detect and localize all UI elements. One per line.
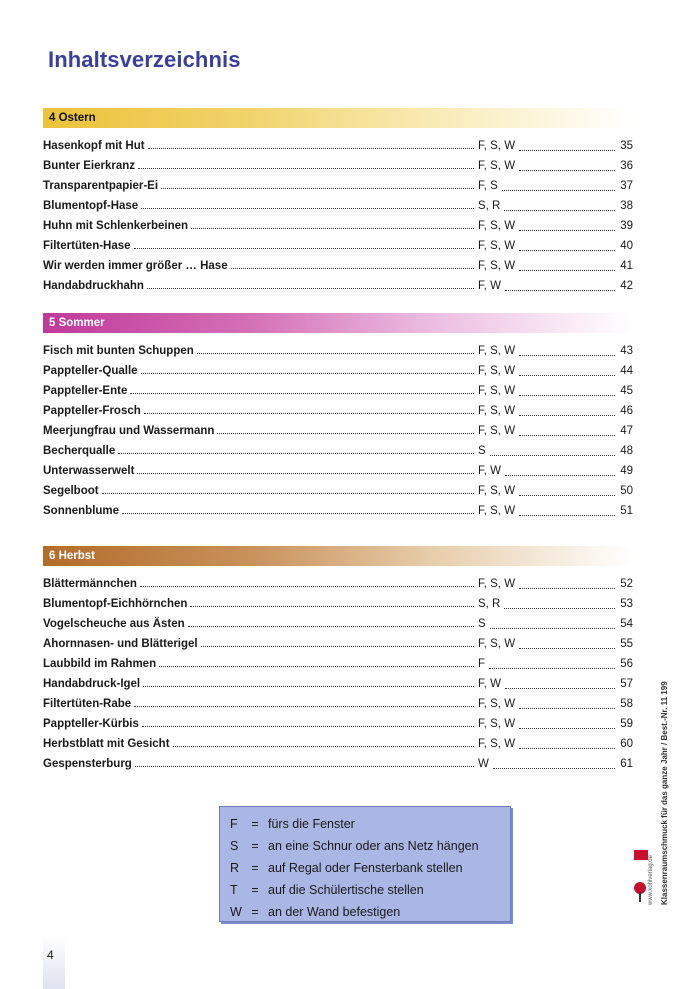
dot-leader (143, 674, 474, 687)
toc-entry (43, 341, 633, 361)
entry-code: F, S, W (478, 578, 516, 590)
section-herbst (43, 546, 633, 774)
toc-entry (43, 276, 633, 296)
title-leader-group (43, 276, 476, 296)
entry-code: F, S, W (478, 385, 516, 397)
toc-entry (43, 674, 633, 694)
dot-leader (188, 614, 474, 627)
toc-entries (43, 341, 633, 521)
entry-page: 61 (620, 758, 633, 770)
entry-title: Hasenkopf mit Hut (43, 136, 148, 156)
entry-title: Segelboot (43, 481, 102, 501)
entry-code: F, S, W (478, 718, 516, 730)
dot-leader (118, 441, 474, 454)
section-heading: 6 Herbst (43, 546, 633, 566)
entry-title: Pappteller-Ente (43, 381, 130, 401)
entry-code: S (478, 618, 486, 630)
dot-leader (519, 501, 615, 516)
publisher-url[interactable]: www.kohlverlag.de (648, 854, 654, 905)
toc-entry (43, 156, 633, 176)
legend-key: W (230, 905, 242, 919)
entry-page: 47 (620, 425, 633, 437)
legend-row (230, 879, 510, 901)
entry-code: F, S, W (478, 345, 516, 357)
entry-title: Blumentopf-Hase (43, 196, 141, 216)
entry-title: Filtertüten-Rabe (43, 694, 134, 714)
toc-entry (43, 734, 633, 754)
legend-description: auf die Schülertische stellen (268, 883, 424, 897)
entry-title: Vogelscheuche aus Ästen (43, 614, 188, 634)
dot-leader (134, 694, 474, 707)
entry-page: 50 (620, 485, 633, 497)
entry-title: Fisch mit bunten Schuppen (43, 341, 197, 361)
legend-description: fürs die Fenster (268, 817, 355, 831)
dot-leader (519, 421, 615, 436)
dot-leader (141, 196, 474, 209)
legend-key: R (230, 861, 240, 875)
entry-code: F, S, W (478, 260, 516, 272)
entry-code: F, S, W (478, 425, 516, 437)
dot-leader (519, 156, 615, 171)
dot-leader (134, 236, 474, 249)
section-heading: 4 Ostern (43, 108, 633, 128)
toc-entry (43, 694, 633, 714)
title-leader-group (43, 196, 476, 216)
dot-leader (519, 216, 615, 231)
entry-code: S (478, 445, 486, 457)
entry-page: 38 (620, 200, 633, 212)
entry-title: Transparentpapier-Ei (43, 176, 161, 196)
entry-title: Laubbild im Rahmen (43, 654, 159, 674)
toc-entry (43, 256, 633, 276)
title-leader-group (43, 216, 476, 236)
section-ostern (43, 108, 633, 296)
title-leader-group (43, 594, 476, 614)
entry-code: F, W (478, 280, 501, 292)
entry-code: F, S, W (478, 220, 516, 232)
dot-leader (144, 401, 474, 414)
toc-entry (43, 461, 633, 481)
entry-code: F, S, W (478, 160, 516, 172)
entry-title: Pappteller-Frosch (43, 401, 144, 421)
dot-leader (519, 401, 615, 416)
title-leader-group (43, 381, 476, 401)
entry-page: 44 (620, 365, 633, 377)
legend-equals: = (251, 861, 259, 875)
toc-entry (43, 176, 633, 196)
dot-leader (137, 461, 474, 474)
dot-leader (504, 196, 615, 211)
entry-title: Meerjungfrau und Wassermann (43, 421, 217, 441)
title-leader-group (43, 614, 476, 634)
title-leader-group (43, 236, 476, 256)
dot-leader (141, 361, 474, 374)
dot-leader (122, 501, 474, 514)
entry-title: Sonnenblume (43, 501, 122, 521)
section-heading: 5 Sommer (43, 313, 633, 333)
dot-leader (190, 594, 474, 607)
title-leader-group (43, 481, 476, 501)
footer-band (43, 935, 65, 989)
toc-entry (43, 216, 633, 236)
dot-leader (217, 421, 474, 434)
title-leader-group (43, 714, 476, 734)
dot-leader (505, 674, 615, 689)
dot-leader (231, 256, 474, 269)
toc-entry (43, 714, 633, 734)
dot-leader (505, 461, 615, 476)
dot-leader (502, 176, 615, 191)
entry-page: 45 (620, 385, 633, 397)
entry-page: 37 (620, 180, 633, 192)
dot-leader (519, 574, 615, 589)
entry-page: 58 (620, 698, 633, 710)
dot-leader (197, 341, 474, 354)
dot-leader (519, 714, 615, 729)
entry-code: F, S, W (478, 240, 516, 252)
dot-leader (159, 654, 474, 667)
dot-leader (147, 276, 474, 289)
entry-code: F, S, W (478, 638, 516, 650)
toc-entry (43, 196, 633, 216)
toc-entry (43, 401, 633, 421)
toc-entry (43, 501, 633, 521)
entry-title: Blättermännchen (43, 574, 140, 594)
legend-description: auf Regal oder Fensterbank stellen (268, 861, 463, 875)
dot-leader (519, 694, 615, 709)
dot-leader (201, 634, 474, 647)
series-info: Klassenraumschmuck für das ganze Jahr / Best.-Nr. 11 199 (660, 681, 669, 905)
dot-leader (138, 156, 474, 169)
dot-leader (173, 734, 474, 747)
legend-key: T (230, 883, 238, 897)
entry-code: F, S, W (478, 505, 516, 517)
entry-title: Blumentopf-Eichhörnchen (43, 594, 190, 614)
entry-code: W (478, 758, 489, 770)
entry-code: S, R (478, 200, 501, 212)
title-leader-group (43, 341, 476, 361)
dot-leader (519, 136, 615, 151)
entry-page: 36 (620, 160, 633, 172)
entry-title: Huhn mit Schlenkerbeinen (43, 216, 191, 236)
legend-row (230, 813, 510, 835)
entry-title: Wir werden immer größer … Hase (43, 256, 231, 276)
toc-entry (43, 381, 633, 401)
entry-title: Herbstblatt mit Gesicht (43, 734, 173, 754)
dot-leader (135, 754, 474, 767)
entry-code: F (478, 658, 486, 670)
entry-title: Becherqualle (43, 441, 118, 461)
legend-box (219, 806, 511, 922)
entry-code: F, W (478, 465, 501, 477)
title-leader-group (43, 441, 476, 461)
entry-page: 54 (620, 618, 633, 630)
legend-row (230, 901, 510, 923)
toc-entry (43, 361, 633, 381)
entry-page: 48 (620, 445, 633, 457)
title-leader-group (43, 734, 476, 754)
toc-entry (43, 421, 633, 441)
entry-page: 39 (620, 220, 633, 232)
dot-leader (490, 614, 615, 629)
title-leader-group (43, 176, 476, 196)
toc-entries (43, 136, 633, 296)
entry-title: Pappteller-Qualle (43, 361, 141, 381)
entry-code: F, S, W (478, 405, 516, 417)
dot-leader (504, 594, 615, 609)
legend-row (230, 835, 510, 857)
dot-leader (519, 256, 615, 271)
dot-leader (519, 381, 615, 396)
dot-leader (102, 481, 474, 494)
dot-leader (519, 634, 615, 649)
entry-page: 60 (620, 738, 633, 750)
toc-entry (43, 441, 633, 461)
title-leader-group (43, 256, 476, 276)
toc-entry (43, 614, 633, 634)
entry-page: 56 (620, 658, 633, 670)
legend-description: an eine Schnur oder ans Netz hängen (268, 839, 479, 853)
toc-entry (43, 236, 633, 256)
legend-key: S (230, 839, 239, 853)
entry-page: 42 (620, 280, 633, 292)
title-leader-group (43, 401, 476, 421)
logo-trunk (639, 892, 641, 902)
legend-row (230, 857, 510, 879)
entry-page: 46 (620, 405, 633, 417)
dot-leader (140, 574, 474, 587)
entry-title: Ahornnasen- und Blätterigel (43, 634, 201, 654)
toc-entry (43, 634, 633, 654)
title-leader-group (43, 136, 476, 156)
title-leader-group (43, 361, 476, 381)
dot-leader (191, 216, 474, 229)
entry-title: Filtertüten-Hase (43, 236, 134, 256)
toc-entry (43, 654, 633, 674)
title-leader-group (43, 156, 476, 176)
entry-code: F, S, W (478, 485, 516, 497)
entry-page: 40 (620, 240, 633, 252)
title-leader-group (43, 574, 476, 594)
dot-leader (148, 136, 474, 149)
entry-title: Gespensterburg (43, 754, 135, 774)
page-number: 4 (47, 948, 54, 962)
entry-code: F, S, W (478, 140, 516, 152)
title-leader-group (43, 634, 476, 654)
title-leader-group (43, 421, 476, 441)
dot-leader (505, 276, 615, 291)
entry-title: Handabdruckhahn (43, 276, 147, 296)
dot-leader (142, 714, 474, 727)
dot-leader (490, 441, 615, 456)
entry-page: 43 (620, 345, 633, 357)
entry-code: F, S, W (478, 738, 516, 750)
entry-code: F, S, W (478, 365, 516, 377)
dot-leader (519, 734, 615, 749)
toc-entry (43, 136, 633, 156)
legend-key: F (230, 817, 238, 831)
entry-title: Bunter Eierkranz (43, 156, 138, 176)
entry-page: 41 (620, 260, 633, 272)
entry-code: S, R (478, 598, 501, 610)
toc-entry (43, 754, 633, 774)
dot-leader (519, 236, 615, 251)
title-leader-group (43, 674, 476, 694)
dot-leader (130, 381, 474, 394)
entry-title: Unterwasserwelt (43, 461, 137, 481)
entry-code: F, W (478, 678, 501, 690)
legend-equals: = (251, 839, 259, 853)
page-title: Inhaltsverzeichnis (48, 47, 241, 72)
entry-page: 53 (620, 598, 633, 610)
dot-leader (519, 341, 615, 356)
dot-leader (519, 481, 615, 496)
entry-page: 52 (620, 578, 633, 590)
dot-leader (519, 361, 615, 376)
legend-equals: = (251, 817, 259, 831)
dot-leader (493, 754, 615, 769)
entry-code: F, S, W (478, 698, 516, 710)
title-leader-group (43, 654, 476, 674)
legend-equals: = (251, 883, 259, 897)
toc-entries (43, 574, 633, 774)
entry-title: Pappteller-Kürbis (43, 714, 142, 734)
entry-title: Handabdruck-Igel (43, 674, 143, 694)
legend-description: an der Wand befestigen (268, 905, 401, 919)
title-leader-group (43, 461, 476, 481)
legend-equals: = (251, 905, 259, 919)
entry-page: 35 (620, 140, 633, 152)
toc-entry (43, 594, 633, 614)
title-leader-group (43, 754, 476, 774)
dot-leader (161, 176, 474, 189)
entry-page: 59 (620, 718, 633, 730)
logo-badge (634, 850, 648, 860)
section-sommer (43, 313, 633, 521)
title-leader-group (43, 501, 476, 521)
toc-entry (43, 574, 633, 594)
entry-page: 55 (620, 638, 633, 650)
dot-leader (489, 654, 615, 669)
entry-page: 51 (620, 505, 633, 517)
entry-page: 57 (620, 678, 633, 690)
title-leader-group (43, 694, 476, 714)
entry-page: 49 (620, 465, 633, 477)
entry-code: F, S (478, 180, 498, 192)
toc-entry (43, 481, 633, 501)
